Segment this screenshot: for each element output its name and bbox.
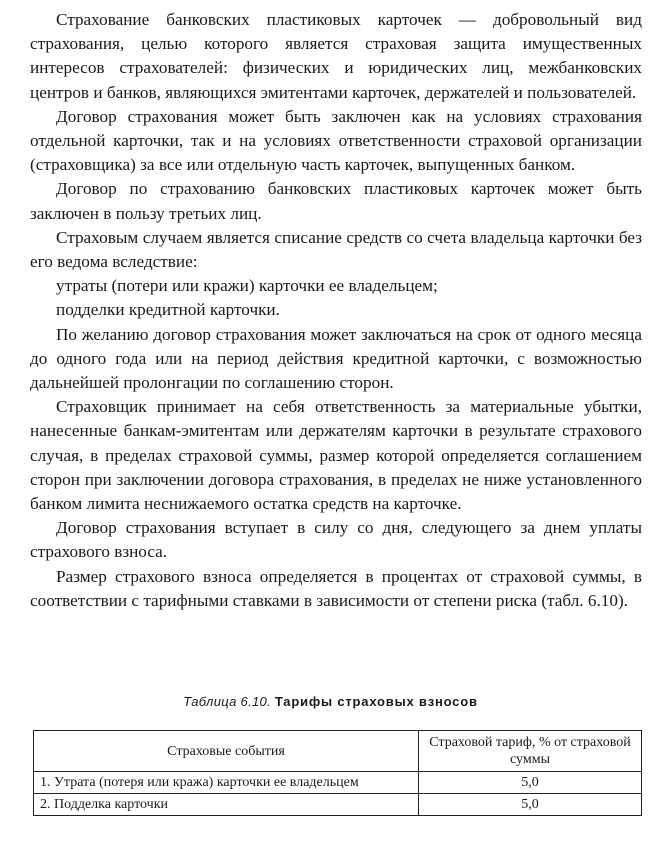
paragraph-5: утраты (потери или кражи) карточки ее владельцем; bbox=[56, 276, 438, 296]
table-row bbox=[34, 772, 642, 794]
body-text bbox=[30, 8, 642, 613]
paragraph-10: Размер страхового взноса определяется в процентах от страховой суммы, в соответствии с тарифными ставками в зависимости от степени риска (табл. 6.10). bbox=[30, 566, 642, 610]
tariffs-table bbox=[33, 730, 642, 816]
paragraph-2: Договор страхования может быть заключен как на условиях страхования отдельной карточки, так и на условиях ответственности страховой организации (страховщика) за все или отдельную часть карточек, выпущенных банком. bbox=[30, 106, 642, 175]
table-caption-number: Таблица 6.10. bbox=[183, 694, 271, 709]
paragraph-9: Договор страхования вступает в силу со дня, следующего за днем уплаты страхового взноса. bbox=[30, 518, 642, 562]
header-insurance-rate: Страховой тариф, % от страховой суммы bbox=[419, 731, 642, 772]
table-caption-title: Тарифы страховых взносов bbox=[274, 694, 478, 709]
table-cell-rate: 5,0 bbox=[419, 772, 642, 794]
table-header-row bbox=[34, 731, 642, 772]
table-cell-rate: 5,0 bbox=[419, 794, 642, 816]
table-row bbox=[34, 794, 642, 816]
paragraph-1: Страхование банковских пластиковых карточек — добровольный вид страхования, целью которого является страховая защита имущественных интересов страхователей: физических и юридических лиц, межбанковских центров и банков, являющихся эмитентами карточек, держателей и пользователей. bbox=[30, 10, 642, 102]
paragraph-3: Договор по страхованию банковских пластиковых карточек может быть заключен в пользу третьих лиц. bbox=[30, 179, 642, 223]
table-cell-event: 2. Подделка карточки bbox=[34, 794, 419, 816]
paragraph-4: Страховым случаем является списание средств со счета владельца карточки без его ведома вследствие: bbox=[30, 227, 642, 272]
header-insurance-events: Страховые события bbox=[34, 731, 419, 772]
paragraph-7: По желанию договор страхования может заключаться на срок от одного месяца до одного года или на период действия кредитной карточки, с возможностью дальнейшей пролонгации по соглашению сторон. bbox=[30, 324, 642, 393]
paragraph-8: Страховщик принимает на себя ответственность за материальные убытки, нанесенные банкам-эмитентам или держателям карточки в результате страхового случая, в пределах страховой суммы, размер которой определяется соглашением сторон при заключении договора страхования, в пределах не ниже установленного банком лимита неснижаемого остатка средств на карточке. bbox=[30, 397, 642, 514]
table-caption bbox=[0, 694, 661, 709]
table-cell-event: 1. Утрата (потеря или кража) карточки ее владельцем bbox=[34, 772, 419, 794]
paragraph-6: подделки кредитной карточки. bbox=[56, 300, 280, 320]
